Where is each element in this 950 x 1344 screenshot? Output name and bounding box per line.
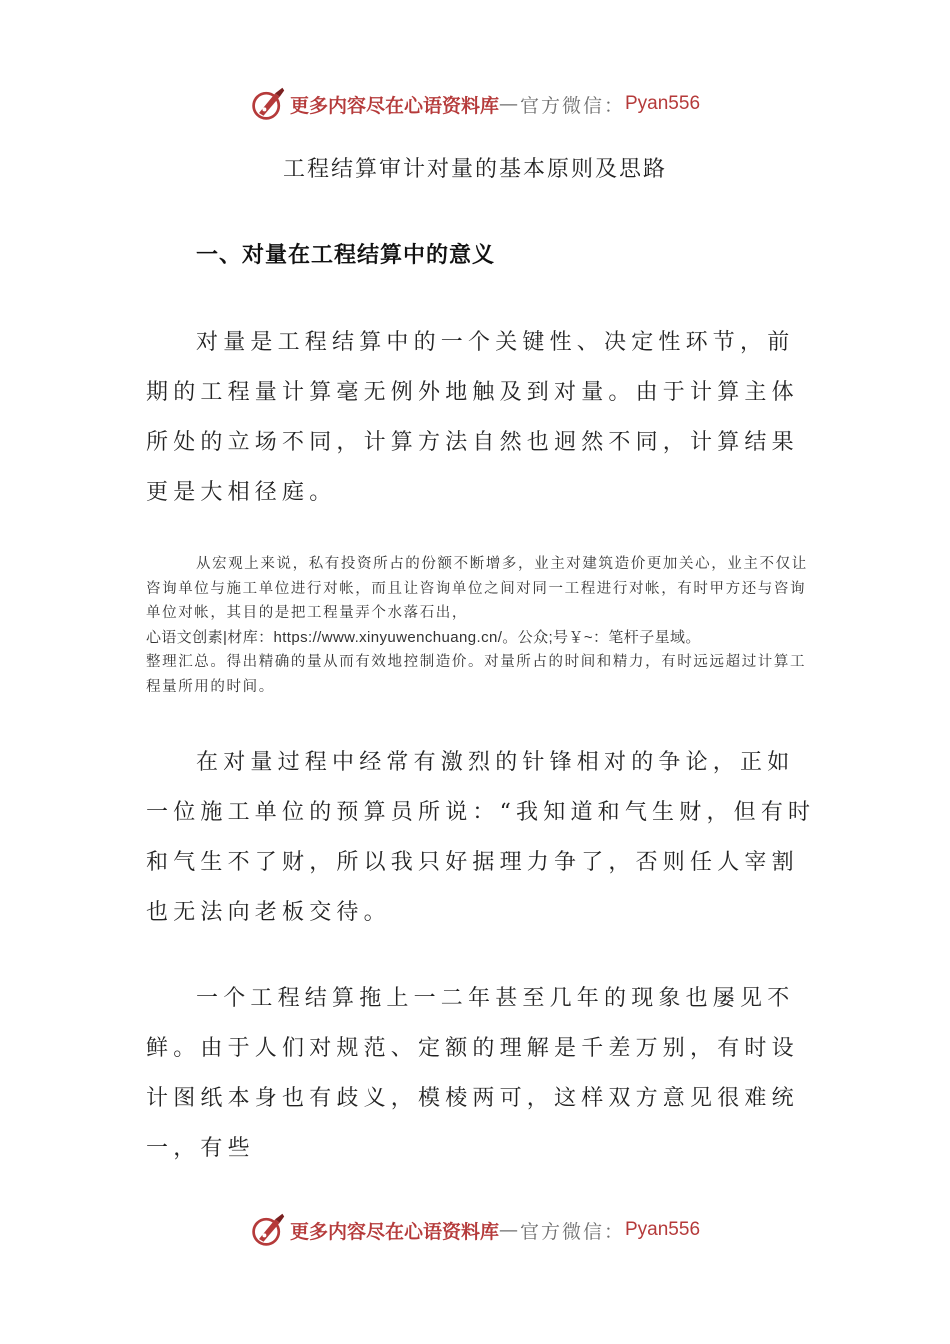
paragraph-2-part-b: 整理汇总。得出精确的量从而有效地控制造价。对量所占的时间和精力，有时远远超过计算工程量所用的时间。 — [146, 654, 807, 695]
banner-sub-text: 官方微信： — [519, 1220, 625, 1243]
footer-banner — [0, 1210, 950, 1250]
banner-dash: — — [498, 1219, 520, 1241]
document-title: 工程结算审计对量的基本原则及思路 — [282, 157, 667, 182]
banner-main-text: 更多内容尽在心语资料库 — [289, 1220, 499, 1243]
section-heading: 一、对量在工程结算中的意义 — [196, 242, 496, 268]
pen-nib-circle-icon — [250, 1212, 286, 1248]
banner-sub-text: 官方微信： — [519, 94, 625, 117]
banner-wechat-id: Pyan556 — [625, 93, 701, 114]
paragraph-2-link[interactable]: 心语文创素|材库：https://www.xinyuwenchuang.cn/。公众;号￥~：笔杆子星域。 — [146, 628, 701, 646]
header-banner — [0, 84, 950, 124]
banner-dash: — — [498, 93, 520, 115]
paragraph-1: 对量是工程结算中的一个关键性、决定性环节，前期的工程量计算毫无例外地触及到对量。由于计算主体所处的立场不同，计算方法自然也迥然不同，计算结果更是大相径庭。 — [146, 330, 799, 505]
banner-main-text: 更多内容尽在心语资料库 — [289, 94, 499, 117]
paragraph-3: 在对量过程中经常有激烈的针锋相对的争论，正如一位施工单位的预算员所说：“我知道和气生财，但有时和气生不了财，所以我只好据理力争了，否则任人宰割也无法向老板交待。 — [146, 750, 816, 925]
paragraph-2 — [146, 552, 810, 699]
banner-wechat-id: Pyan556 — [625, 1219, 701, 1240]
paragraph-2-part-a: 从宏观上来说，私有投资所占的份额不断增多，业主对建筑造价更加关心，业主不仅让咨询单位与施工单位进行对帐，而且让咨询单位之间对同一工程进行对帐，有时甲方还与咨询单位对帐，其目的是把工程量弄个水落石出， — [146, 556, 808, 621]
pen-nib-circle-icon — [250, 86, 286, 122]
paragraph-4: 一个工程结算拖上一二年甚至几年的现象也屡见不鲜。由于人们对规范、定额的理解是千差万别，有时设计图纸本身也有歧义，模棱两可，这样双方意见很难统一，有些 — [146, 986, 799, 1161]
